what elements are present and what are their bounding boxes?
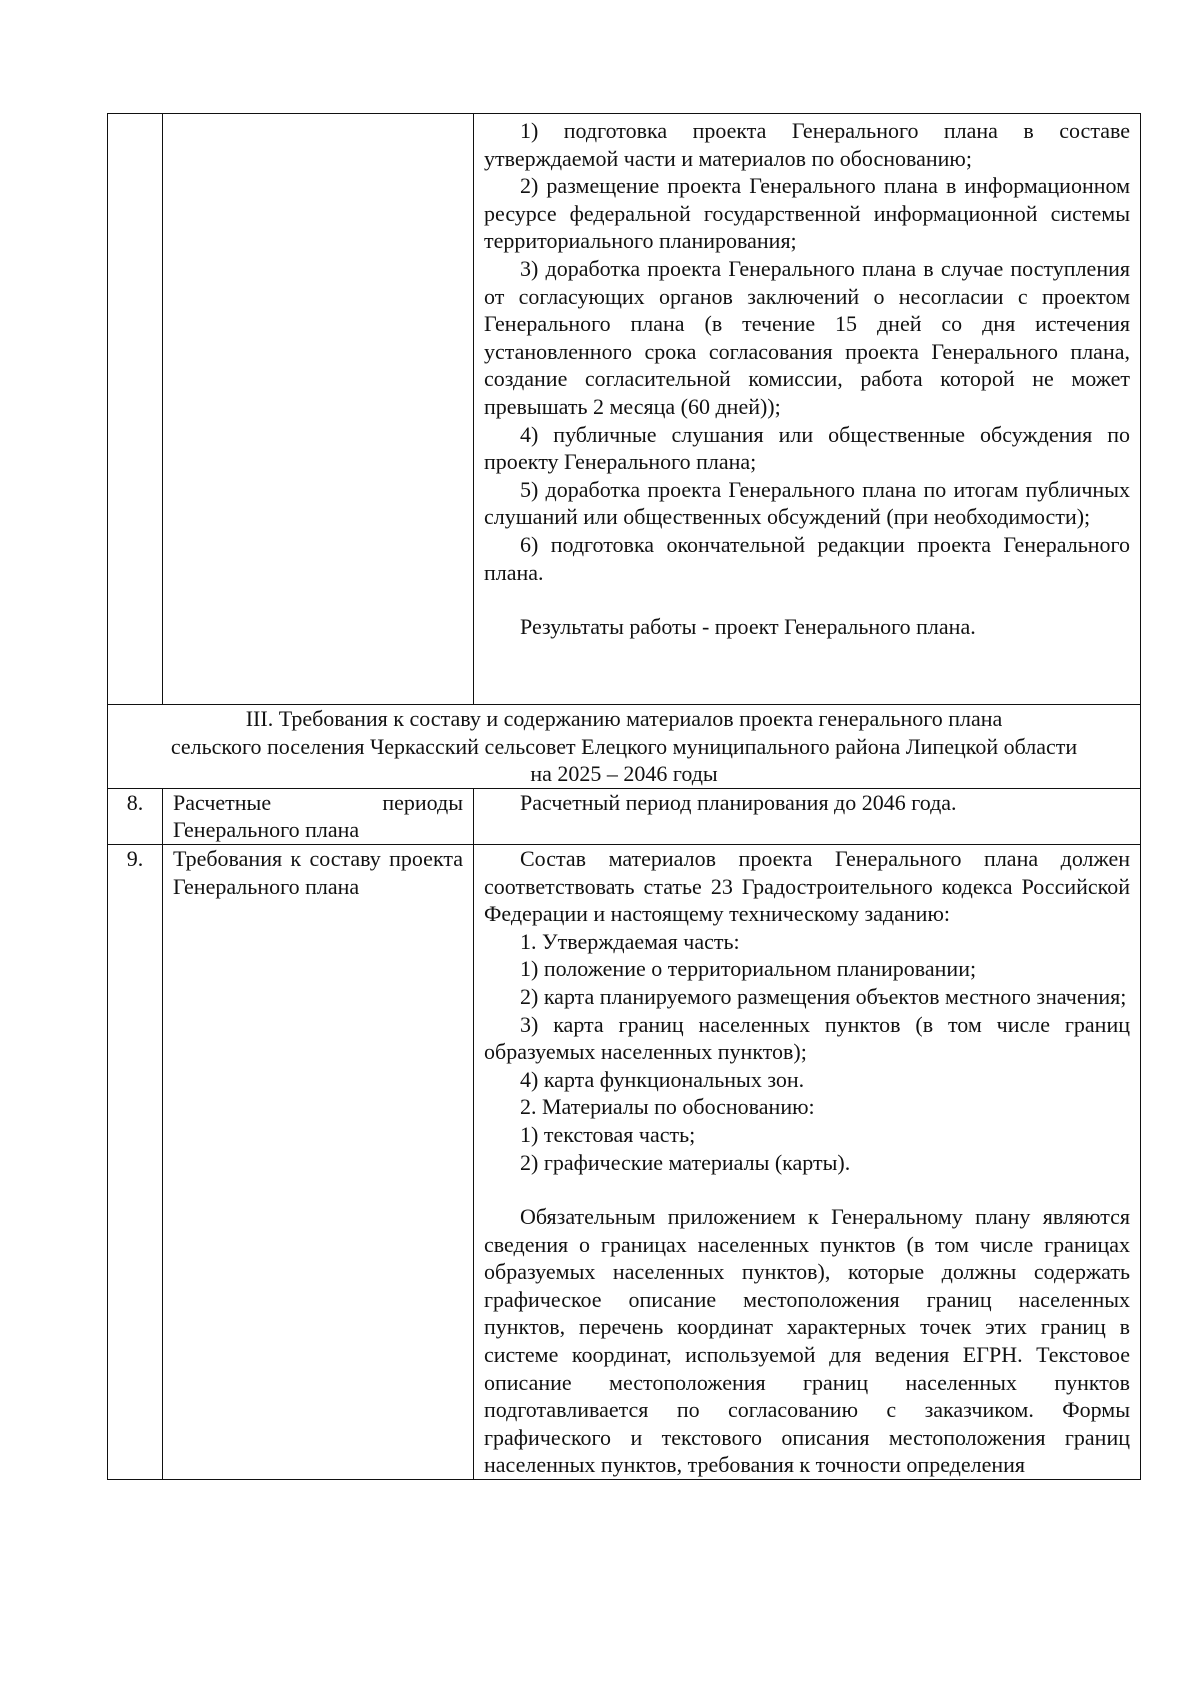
table-row	[108, 788, 1141, 844]
composition-intro: Состав материалов проекта Генерального плана должен соответствовать статье 23 Градостроительного кодекса Российской Федерации и настоящему техническому заданию:	[484, 845, 1130, 927]
table-row	[108, 114, 1141, 705]
row-name-cell	[163, 114, 474, 705]
row-name-cell: Расчетные периоды Генерального плана	[163, 788, 474, 844]
specification-table	[107, 113, 1141, 1480]
row-content-cell	[474, 844, 1141, 1479]
row-name-cell: Требования к составу проекта Генерального плана	[163, 844, 474, 1479]
row-number-cell: 9.	[108, 844, 163, 1479]
row-content-cell	[474, 788, 1141, 844]
composition-item: 2) карта планируемого размещения объектов местного значения;	[520, 983, 1127, 1009]
work-stages-cell	[474, 114, 1141, 705]
appendix-paragraph: Обязательным приложением к Генеральному плану являются сведения о границах населенных пунктов (в том числе границах образуемых населенных пунктов), которые должны содержать графическое описание местоположения границ населенных пунктов, перечень координат характерных точек этих границ в системе координат, используемой для ведения ЕГРН. Текстовое описание местоположения границ населенных пунктов подготавливается по согласованию с заказчиком. Формы графического и текстового описания местоположения границ населенных пунктов, требования к точности определения	[484, 1204, 1130, 1478]
stage-item: 3) доработка проекта Генерального плана в случае поступления от согласующих органов заключений о несогласии с проектом Генерального плана (в течение 15 дней со дня истечения установленного срока согласования проекта Генерального плана, создание согласительной комиссии, работа которой не может превышать 2 месяца (60 дней));	[484, 255, 1130, 419]
row-content-text: Расчетный период планирования до 2046 года.	[520, 789, 957, 815]
stage-item: 5) доработка проекта Генерального плана по итогам публичных слушаний или общественных обсуждений (при необходимости);	[484, 476, 1130, 530]
composition-item: 4) карта функциональных зон.	[520, 1066, 805, 1092]
section-heading-line: сельского поселения Черкасский сельсовет Елецкого муниципального района Липецкой области	[170, 733, 1078, 759]
stage-item: 4) публичные слушания или общественные обсуждения по проекту Генерального плана;	[484, 421, 1130, 475]
composition-item: 2. Материалы по обоснованию:	[520, 1094, 815, 1120]
section-heading	[108, 705, 1141, 789]
work-result: Результаты работы - проект Генерального плана.	[520, 614, 976, 640]
section-heading-row	[108, 705, 1141, 789]
table-row	[108, 844, 1141, 1479]
composition-item: 1. Утверждаемая часть:	[520, 928, 740, 954]
section-heading-line: на 2025 – 2046 годы	[530, 761, 718, 787]
composition-item: 2) графические материалы (карты).	[520, 1149, 851, 1175]
stage-item: 1) подготовка проекта Генерального плана в составе утверждаемой части и материалов по обоснованию;	[484, 118, 1130, 171]
composition-item: 1) текстовая часть;	[520, 1121, 696, 1147]
composition-item: 3) карта границ населенных пунктов (в том числе границ образуемых населенных пунктов);	[484, 1011, 1130, 1065]
section-heading-line: III. Требования к составу и содержанию материалов проекта генерального плана	[245, 706, 1003, 731]
stage-item: 2) размещение проекта Генерального плана в информационном ресурсе федеральной государственной информационной системы территориального планирования;	[484, 173, 1130, 254]
stage-item: 6) подготовка окончательной редакции проекта Генерального плана.	[484, 531, 1130, 585]
composition-item: 1) положение о территориальном планировании;	[520, 956, 977, 982]
row-number-cell	[108, 114, 163, 705]
row-number-cell: 8.	[108, 788, 163, 844]
